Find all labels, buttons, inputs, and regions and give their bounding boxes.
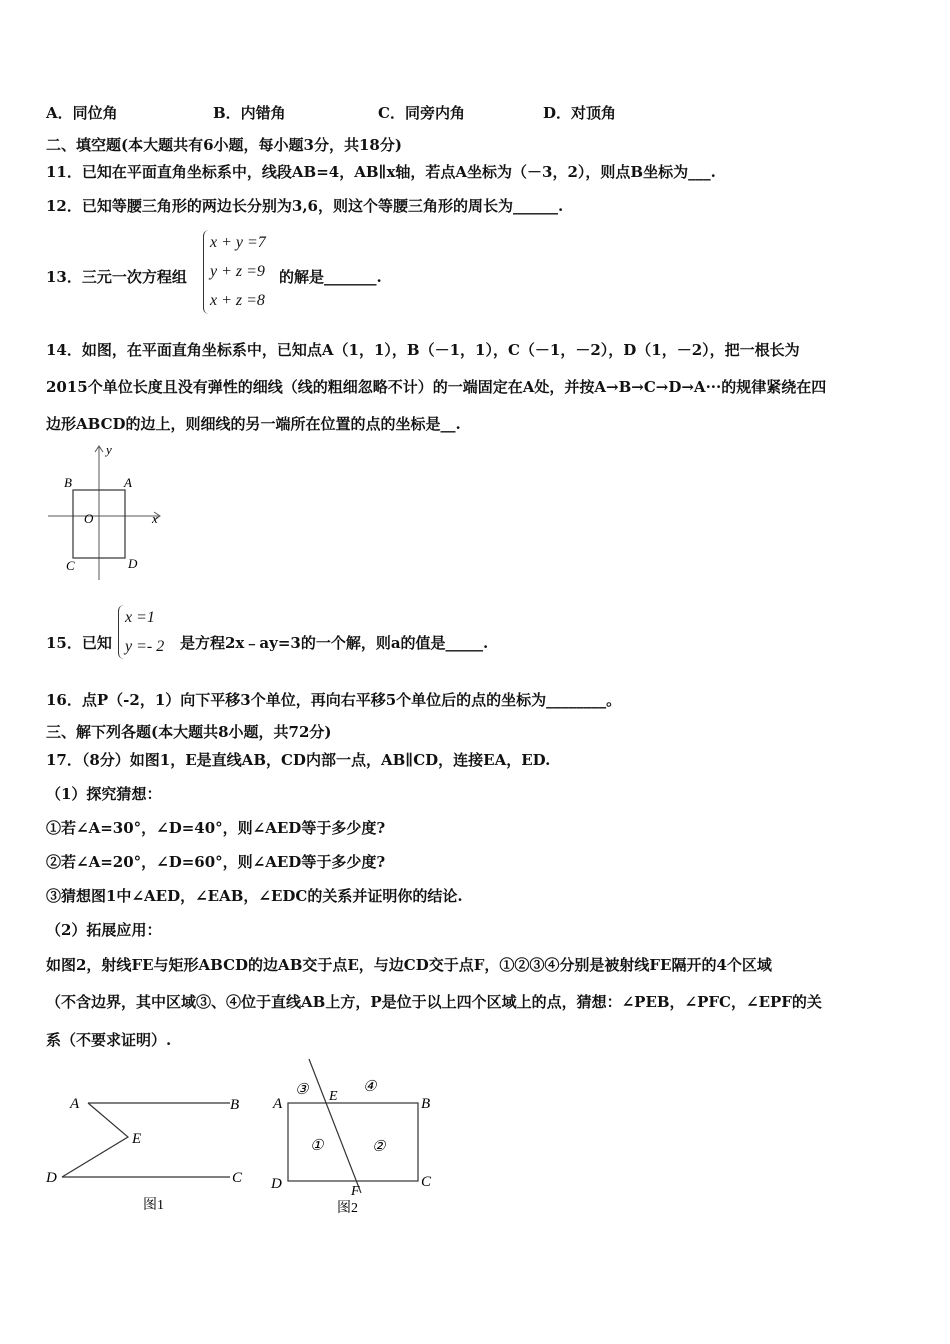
region-4-label: ④ <box>363 1079 377 1095</box>
question-14-line1: 14．如图，在平面直角坐标系中，已知点A（1，1），B（－1，1），C（－1，－2），D（1，－2），把一根长为 <box>46 341 800 359</box>
label-e: E <box>132 1131 142 1147</box>
question-17-intro: 17．（8分）如图1，E是直线AB，CD内部一点，AB∥CD，连接EA，ED. <box>46 751 551 769</box>
figure-1-caption: 图1 <box>143 1198 164 1213</box>
label-d: D <box>271 1176 282 1192</box>
question-17-ext2: （不含边界，其中区域③、④位于直线AB上方，P是位于以上四个区域上的点，猜想：∠PEB，∠PFC，∠EPF的关 <box>46 993 822 1011</box>
option-c: C．同旁内角 <box>378 104 465 122</box>
question-16: 16．点P（-2，1）向下平移3个单位，再向右平移5个单位后的点的坐标为________。 <box>46 691 622 709</box>
equation-system-15 <box>125 603 164 661</box>
label-x: x <box>152 511 158 526</box>
question-17-ext3: 系（不要求证明）. <box>46 1031 172 1049</box>
equation-line: y + z =9 <box>210 263 265 280</box>
equation-brace <box>118 605 125 659</box>
question-14-line3: 边形ABCD的边上，则细线的另一端所在位置的点的坐标是__. <box>46 415 461 433</box>
question-17-part1: （1）探究猜想： <box>46 785 162 803</box>
question-17-sub2: ②若∠A=20°，∠D=60°，则∠AED等于多少度? <box>46 853 386 871</box>
label-b: B <box>421 1096 431 1112</box>
question-17-part2: （2）拓展应用： <box>46 921 162 939</box>
label-b: B <box>230 1097 240 1113</box>
section-2-title: 二、填空题(本大题共有6小题，每小题3分，共18分) <box>46 136 402 154</box>
label-f: F <box>351 1184 360 1199</box>
option-d: D．对顶角 <box>543 104 617 122</box>
label-c: C <box>232 1170 243 1186</box>
option-a: A．同位角 <box>46 104 118 122</box>
equation-line: y =- 2 <box>125 638 165 655</box>
question-13-suffix: 的解是_______. <box>279 268 382 286</box>
polyline-aed <box>62 1103 128 1177</box>
section-3-title: 三、解下列各题(本大题共8小题，共72分) <box>46 723 332 741</box>
question-17-ext1: 如图2，射线FE与矩形ABCD的边AB交于点E，与边CD交于点F，①②③④分别是被射线FE隔开的4个区域 <box>46 956 772 974</box>
label-d: D <box>46 1170 57 1186</box>
figure-2 <box>265 1055 450 1220</box>
equation-line: x + z =8 <box>210 292 265 309</box>
equation-line: x + y =7 <box>210 234 266 251</box>
question-11: 11．已知在平面直角坐标系中，线段AB=4，AB∥x轴，若点A坐标为（－3，2），则点B坐标为___. <box>46 163 716 181</box>
figure-1 <box>40 1085 260 1220</box>
region-3-label: ③ <box>295 1082 309 1098</box>
region-1-label: ① <box>310 1138 324 1154</box>
question-15-prefix: 15．已知 <box>46 634 112 652</box>
question-13-prefix: 13．三元一次方程组 <box>46 268 187 286</box>
ray-fe <box>309 1059 361 1193</box>
question-15-suffix: 是方程2x﹣ay=3的一个解，则a的值是_____. <box>180 634 489 652</box>
label-b: B <box>64 475 72 490</box>
label-a: A <box>70 1096 80 1112</box>
figure-q14-coordinate-plane <box>40 440 170 585</box>
option-b: B．内错角 <box>213 104 286 122</box>
question-12: 12．已知等腰三角形的两边长分别为3,6，则这个等腰三角形的周长为______. <box>46 197 564 215</box>
label-c: C <box>66 558 75 573</box>
question-17-sub3: ③猜想图1中∠AED，∠EAB，∠EDC的关系并证明你的结论. <box>46 887 463 905</box>
equation-system-13 <box>210 228 266 315</box>
region-2-label: ② <box>372 1139 386 1155</box>
label-a: A <box>273 1096 283 1112</box>
label-d: D <box>128 556 138 571</box>
equation-line: x =1 <box>125 609 155 626</box>
equation-brace <box>203 230 210 314</box>
label-c: C <box>421 1174 432 1190</box>
question-14-line2: 2015个单位长度且没有弹性的细线（线的粗细忽略不计）的一端固定在A处，并按A→B→C→D→A···的规律紧绕在四 <box>46 378 827 396</box>
question-17-sub1: ①若∠A=30°，∠D=40°，则∠AED等于多少度? <box>46 819 386 837</box>
label-o: O <box>84 511 94 526</box>
label-y: y <box>106 442 112 457</box>
rectangle-abcd <box>288 1103 418 1181</box>
label-e: E <box>329 1089 338 1104</box>
label-a: A <box>124 475 132 490</box>
figure-2-caption: 图2 <box>337 1201 358 1216</box>
